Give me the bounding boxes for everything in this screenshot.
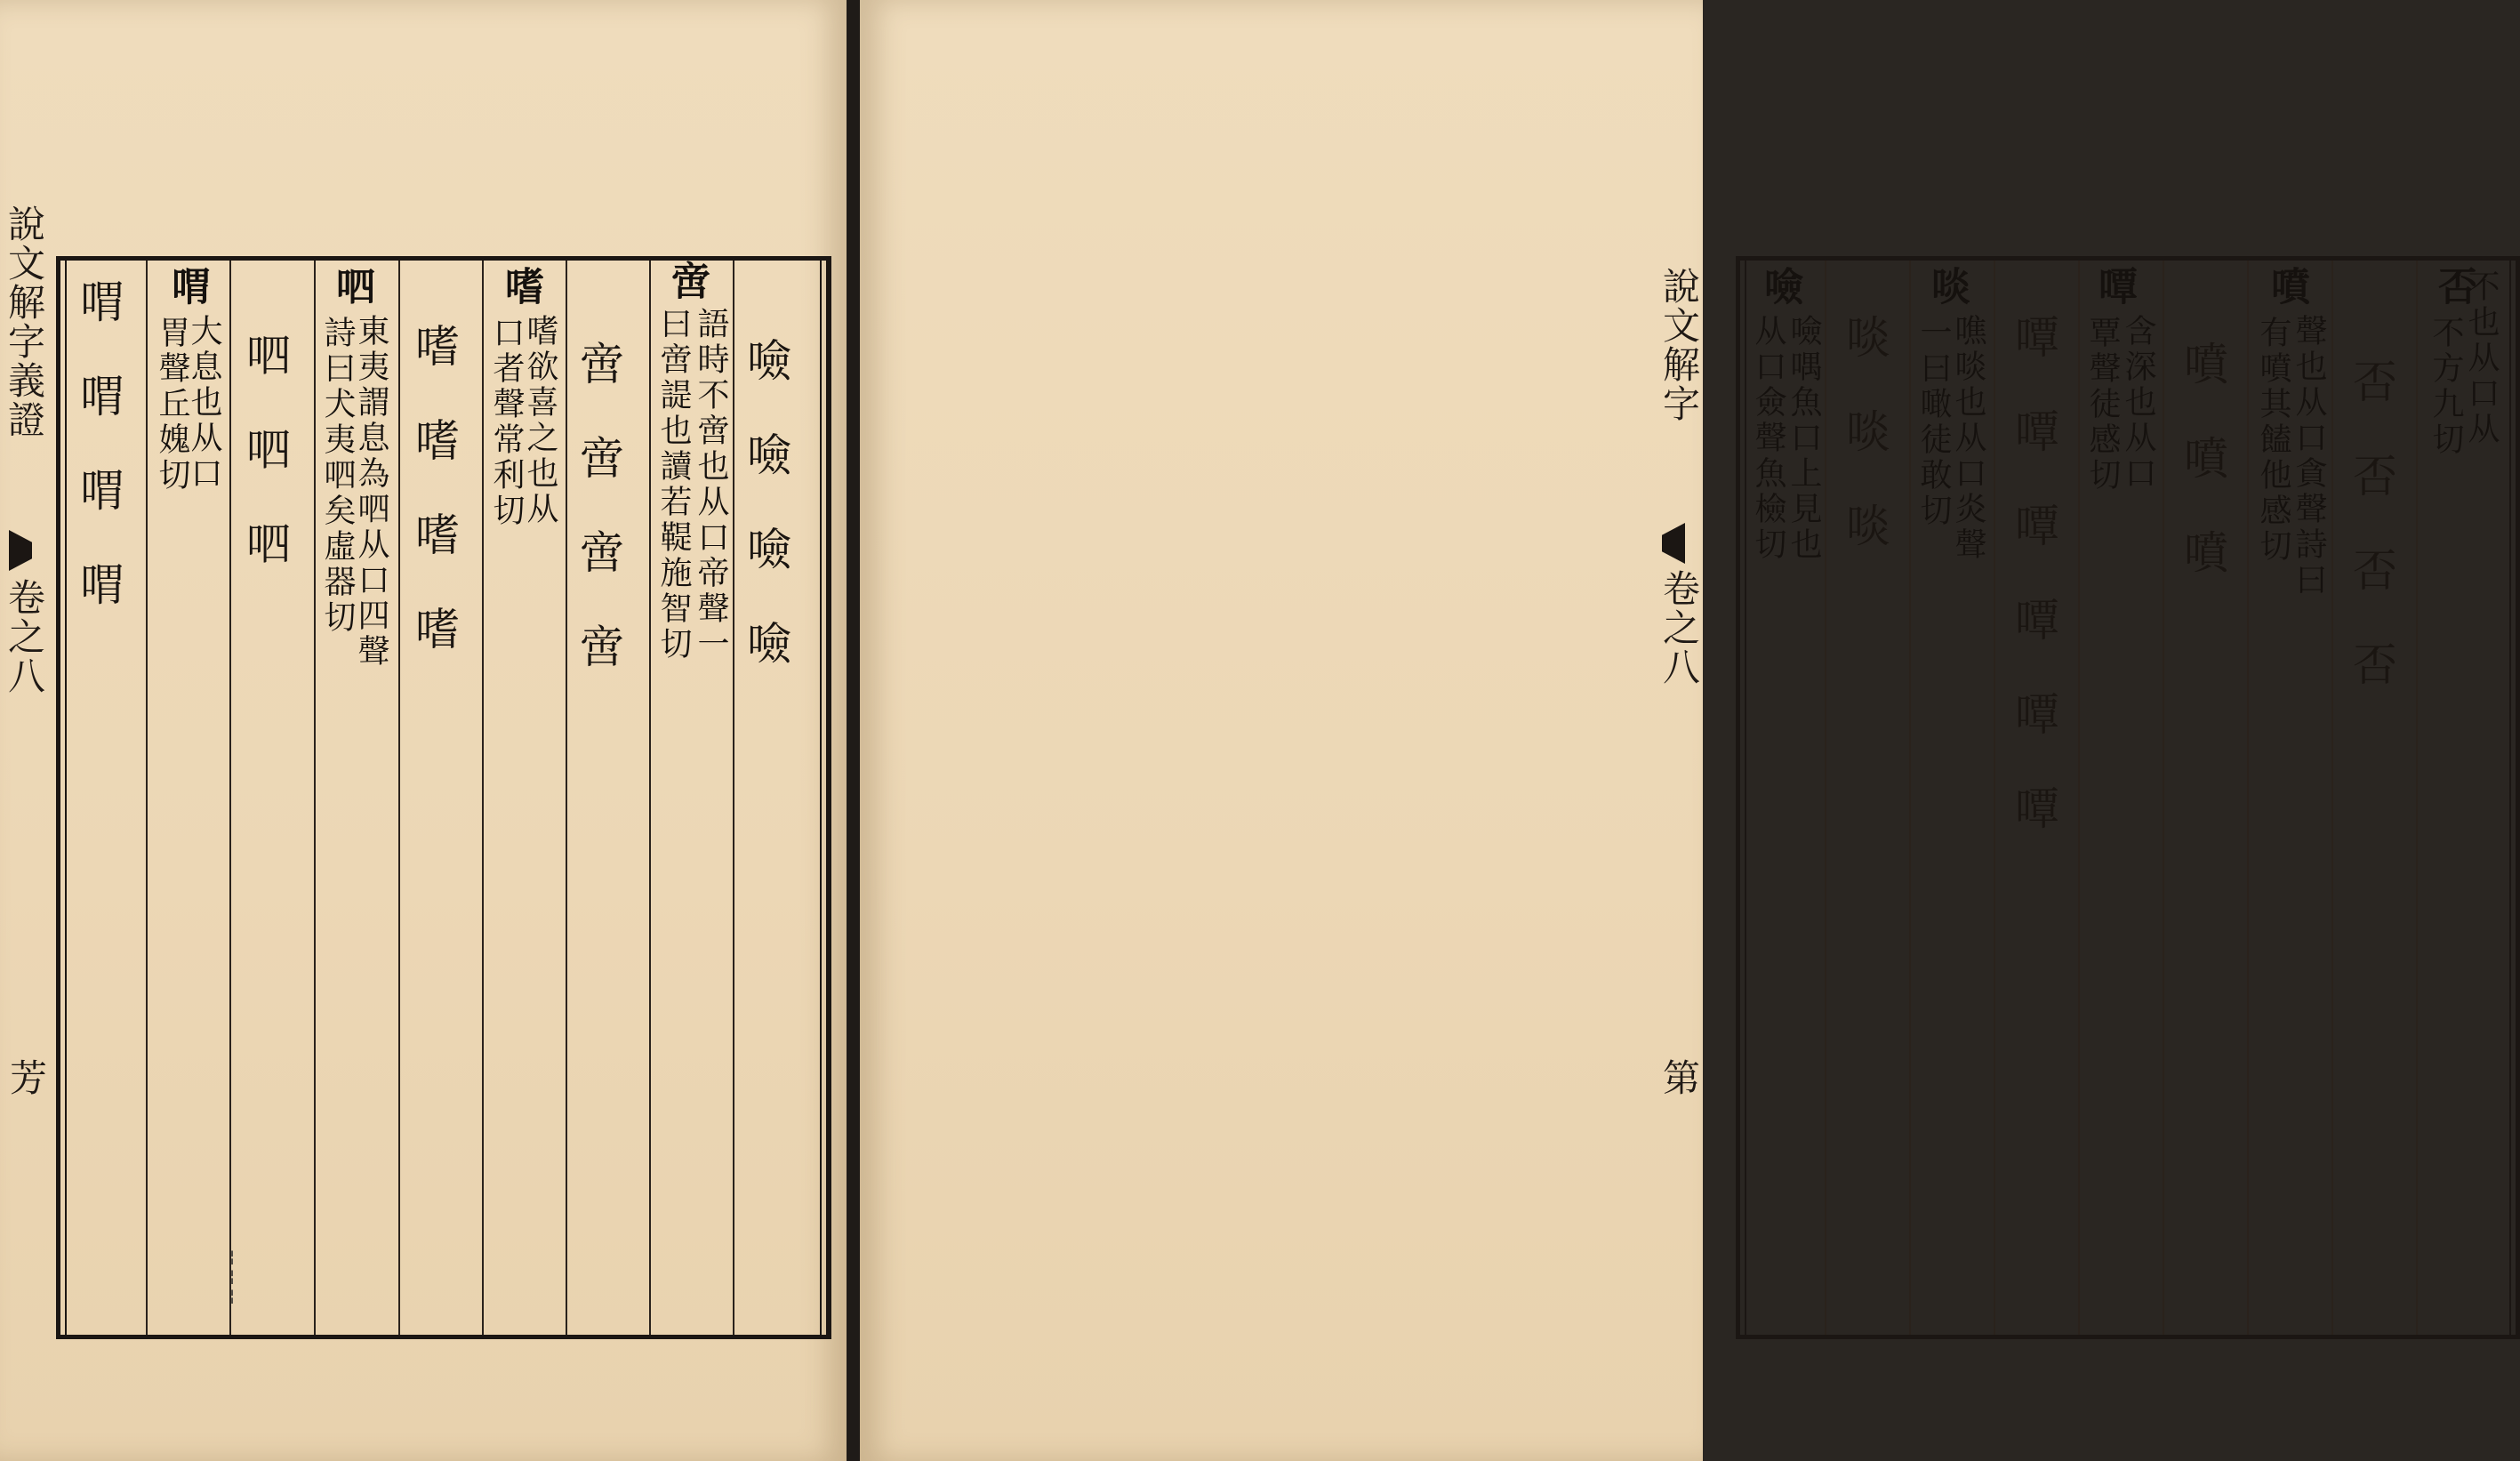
seal-forms-tun: 噴噴噴 bbox=[2177, 341, 2228, 623]
gloss-chi-b: 曰啻諟也讀若鞮施智切 bbox=[655, 307, 692, 662]
seal-forms-yan-left: 噞噞噞噞 bbox=[740, 337, 791, 714]
entry-head-xi: 呬 bbox=[329, 266, 374, 305]
gloss-yan-b: 从口僉聲魚檢切 bbox=[1750, 314, 1786, 563]
seal-forms-tan: 嘾嘾嘾嘾嘾嘾 bbox=[2008, 314, 2059, 879]
seal-forms-shi: 嗜嗜嗜嗜 bbox=[408, 323, 460, 700]
gloss-fou-a: 不也从口从 bbox=[2463, 269, 2500, 447]
gloss-hui-a: 大息也从口 bbox=[186, 314, 222, 492]
gloss-fou-b: 不方九切 bbox=[2428, 316, 2464, 458]
left-page bbox=[0, 0, 847, 1461]
gloss-xi-a: 東夷謂息為呬从口四聲 bbox=[353, 314, 389, 670]
seal-forms-hui: 喟喟喟喟 bbox=[73, 278, 124, 655]
printer-mark: ¦ ¦ ¦ bbox=[229, 1248, 236, 1305]
right-text-frame bbox=[1736, 256, 2520, 1339]
gloss-hui-b: 胃聲丘媿切 bbox=[154, 316, 190, 494]
entry-head-chi: 啻 bbox=[664, 261, 710, 300]
gloss-shi-a: 嗜欲喜之也从 bbox=[522, 314, 558, 527]
entry-head-hui: 喟 bbox=[165, 266, 210, 305]
gloss-tan-b: 覃聲徒感切 bbox=[2084, 316, 2121, 494]
book-gutter bbox=[847, 0, 860, 1461]
right-margin-volume: 卷之八 bbox=[1657, 569, 1701, 686]
gloss-yan-a: 噞喁魚口上見也 bbox=[1786, 314, 1822, 563]
left-text-frame bbox=[56, 256, 831, 1339]
entry-head-tun: 噴 bbox=[2264, 266, 2309, 305]
entry-head-fou: 否 bbox=[2431, 266, 2476, 305]
seal-forms-fou: 否否否否 bbox=[2346, 358, 2397, 735]
entry-head-shi: 嗜 bbox=[498, 266, 543, 305]
gloss-shi-b: 口者聲常利切 bbox=[488, 316, 525, 529]
fishtail-mark-right bbox=[1662, 523, 1685, 564]
gloss-tun-b: 有噴其饁他感切 bbox=[2255, 316, 2291, 565]
gloss-chi-a: 語時不啻也从口帝聲一 bbox=[693, 307, 729, 662]
right-margin-folio: 第 bbox=[1657, 1058, 1701, 1097]
gloss-xi-b: 詩曰犬夷呬矣虛器切 bbox=[319, 316, 356, 636]
fishtail-mark bbox=[9, 530, 32, 571]
left-margin-volume: 卷之八 bbox=[3, 578, 46, 695]
seal-forms-xi: 呬呬呬 bbox=[239, 332, 291, 614]
seal-forms-chi: 啻啻啻啻 bbox=[573, 341, 624, 718]
entry-head-yan: 噞 bbox=[1757, 266, 1802, 305]
entry-head-dan: 啖 bbox=[1924, 266, 1970, 305]
right-margin-title: 說文解字 bbox=[1657, 267, 1701, 423]
right-page bbox=[860, 0, 2500, 1461]
entry-head-tan: 嘾 bbox=[2091, 266, 2137, 305]
gloss-dan-a: 噍啖也从口炎聲 bbox=[1950, 314, 1986, 563]
gloss-tan-a: 含深也从口 bbox=[2120, 314, 2156, 492]
gloss-dan-b: 一曰噉徒敢切 bbox=[1915, 316, 1952, 529]
left-margin-folio: 芳 bbox=[4, 1058, 48, 1097]
gloss-tun-a: 聲也从口貪聲詩曰 bbox=[2291, 314, 2327, 598]
seal-forms-dan: 啖啖啖 bbox=[1839, 314, 1890, 597]
left-margin-title: 說文解字義證 bbox=[3, 205, 46, 439]
